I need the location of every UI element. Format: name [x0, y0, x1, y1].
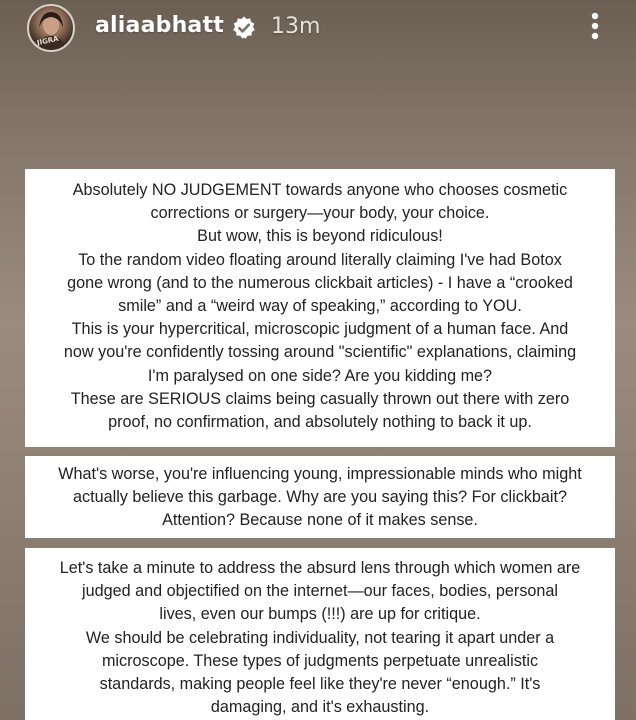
card-line: We should be celebrating individuality, not tearing it apart under a — [85, 628, 555, 647]
more-vertical-icon[interactable] — [580, 10, 610, 44]
card-line: judged and objectified on the internet—our faces, bodies, personal — [81, 582, 559, 601]
card-line: To the random video floating around literally claiming I've had Botox — [78, 250, 562, 269]
card-line: What's worse, you're influencing young, impressionable minds who might — [58, 465, 582, 483]
card-line: This is your hypercritical, microscopic judgment of a human face. And — [71, 320, 569, 339]
card-line: These are SERIOUS claims being casually thrown out there with zero — [70, 389, 570, 408]
card-line: smile” and a “weird way of speaking,” according to YOU. — [118, 297, 522, 316]
card-line: actually believe this garbage. Why are you saying this? For clickbait? — [73, 488, 567, 507]
post-time: 13m — [271, 14, 321, 39]
story-header — [0, 0, 636, 60]
card-line: Absolutely NO JUDGEMENT towards anyone who chooses cosmetic — [72, 181, 568, 199]
card-line: I'm paralysed on one side? Are you kidding me? — [147, 366, 493, 385]
card-line: damaging, and it's exhausting. — [210, 698, 430, 717]
text-card-statement — [25, 169, 615, 447]
card-line: gone wrong (and to the numerous clickbait articles) - I have a “crooked — [67, 273, 573, 292]
profile-avatar[interactable] — [27, 4, 75, 52]
username[interactable]: aliaabhatt — [95, 13, 224, 38]
text-card-influence — [25, 456, 615, 538]
text-card-objectification — [25, 548, 615, 720]
card-line: lives, even our bumps (!!!) are up for critique. — [159, 605, 481, 624]
verified-badge-icon — [231, 15, 257, 41]
card-line: proof, no confirmation, and absolutely nothing to back it up. — [108, 413, 532, 432]
card-line: corrections or surgery—your body, your choice. — [150, 204, 490, 223]
card-line: standards, making people feel like they're never “enough.” It's — [99, 675, 541, 694]
card-line: microscope. These types of judgments perpetuate unrealistic — [101, 651, 539, 670]
card-line: Attention? Because none of it makes sense. — [162, 511, 478, 530]
avatar-logo-text: JIGRA — [36, 34, 60, 48]
avatar-image — [29, 6, 73, 50]
card-line: Let's take a minute to address the absurd lens through which women are — [59, 559, 581, 577]
card-line: But wow, this is beyond ridiculous! — [197, 227, 443, 246]
card-line: now you're confidently tossing around "scientific" explanations, claiming — [63, 343, 577, 362]
